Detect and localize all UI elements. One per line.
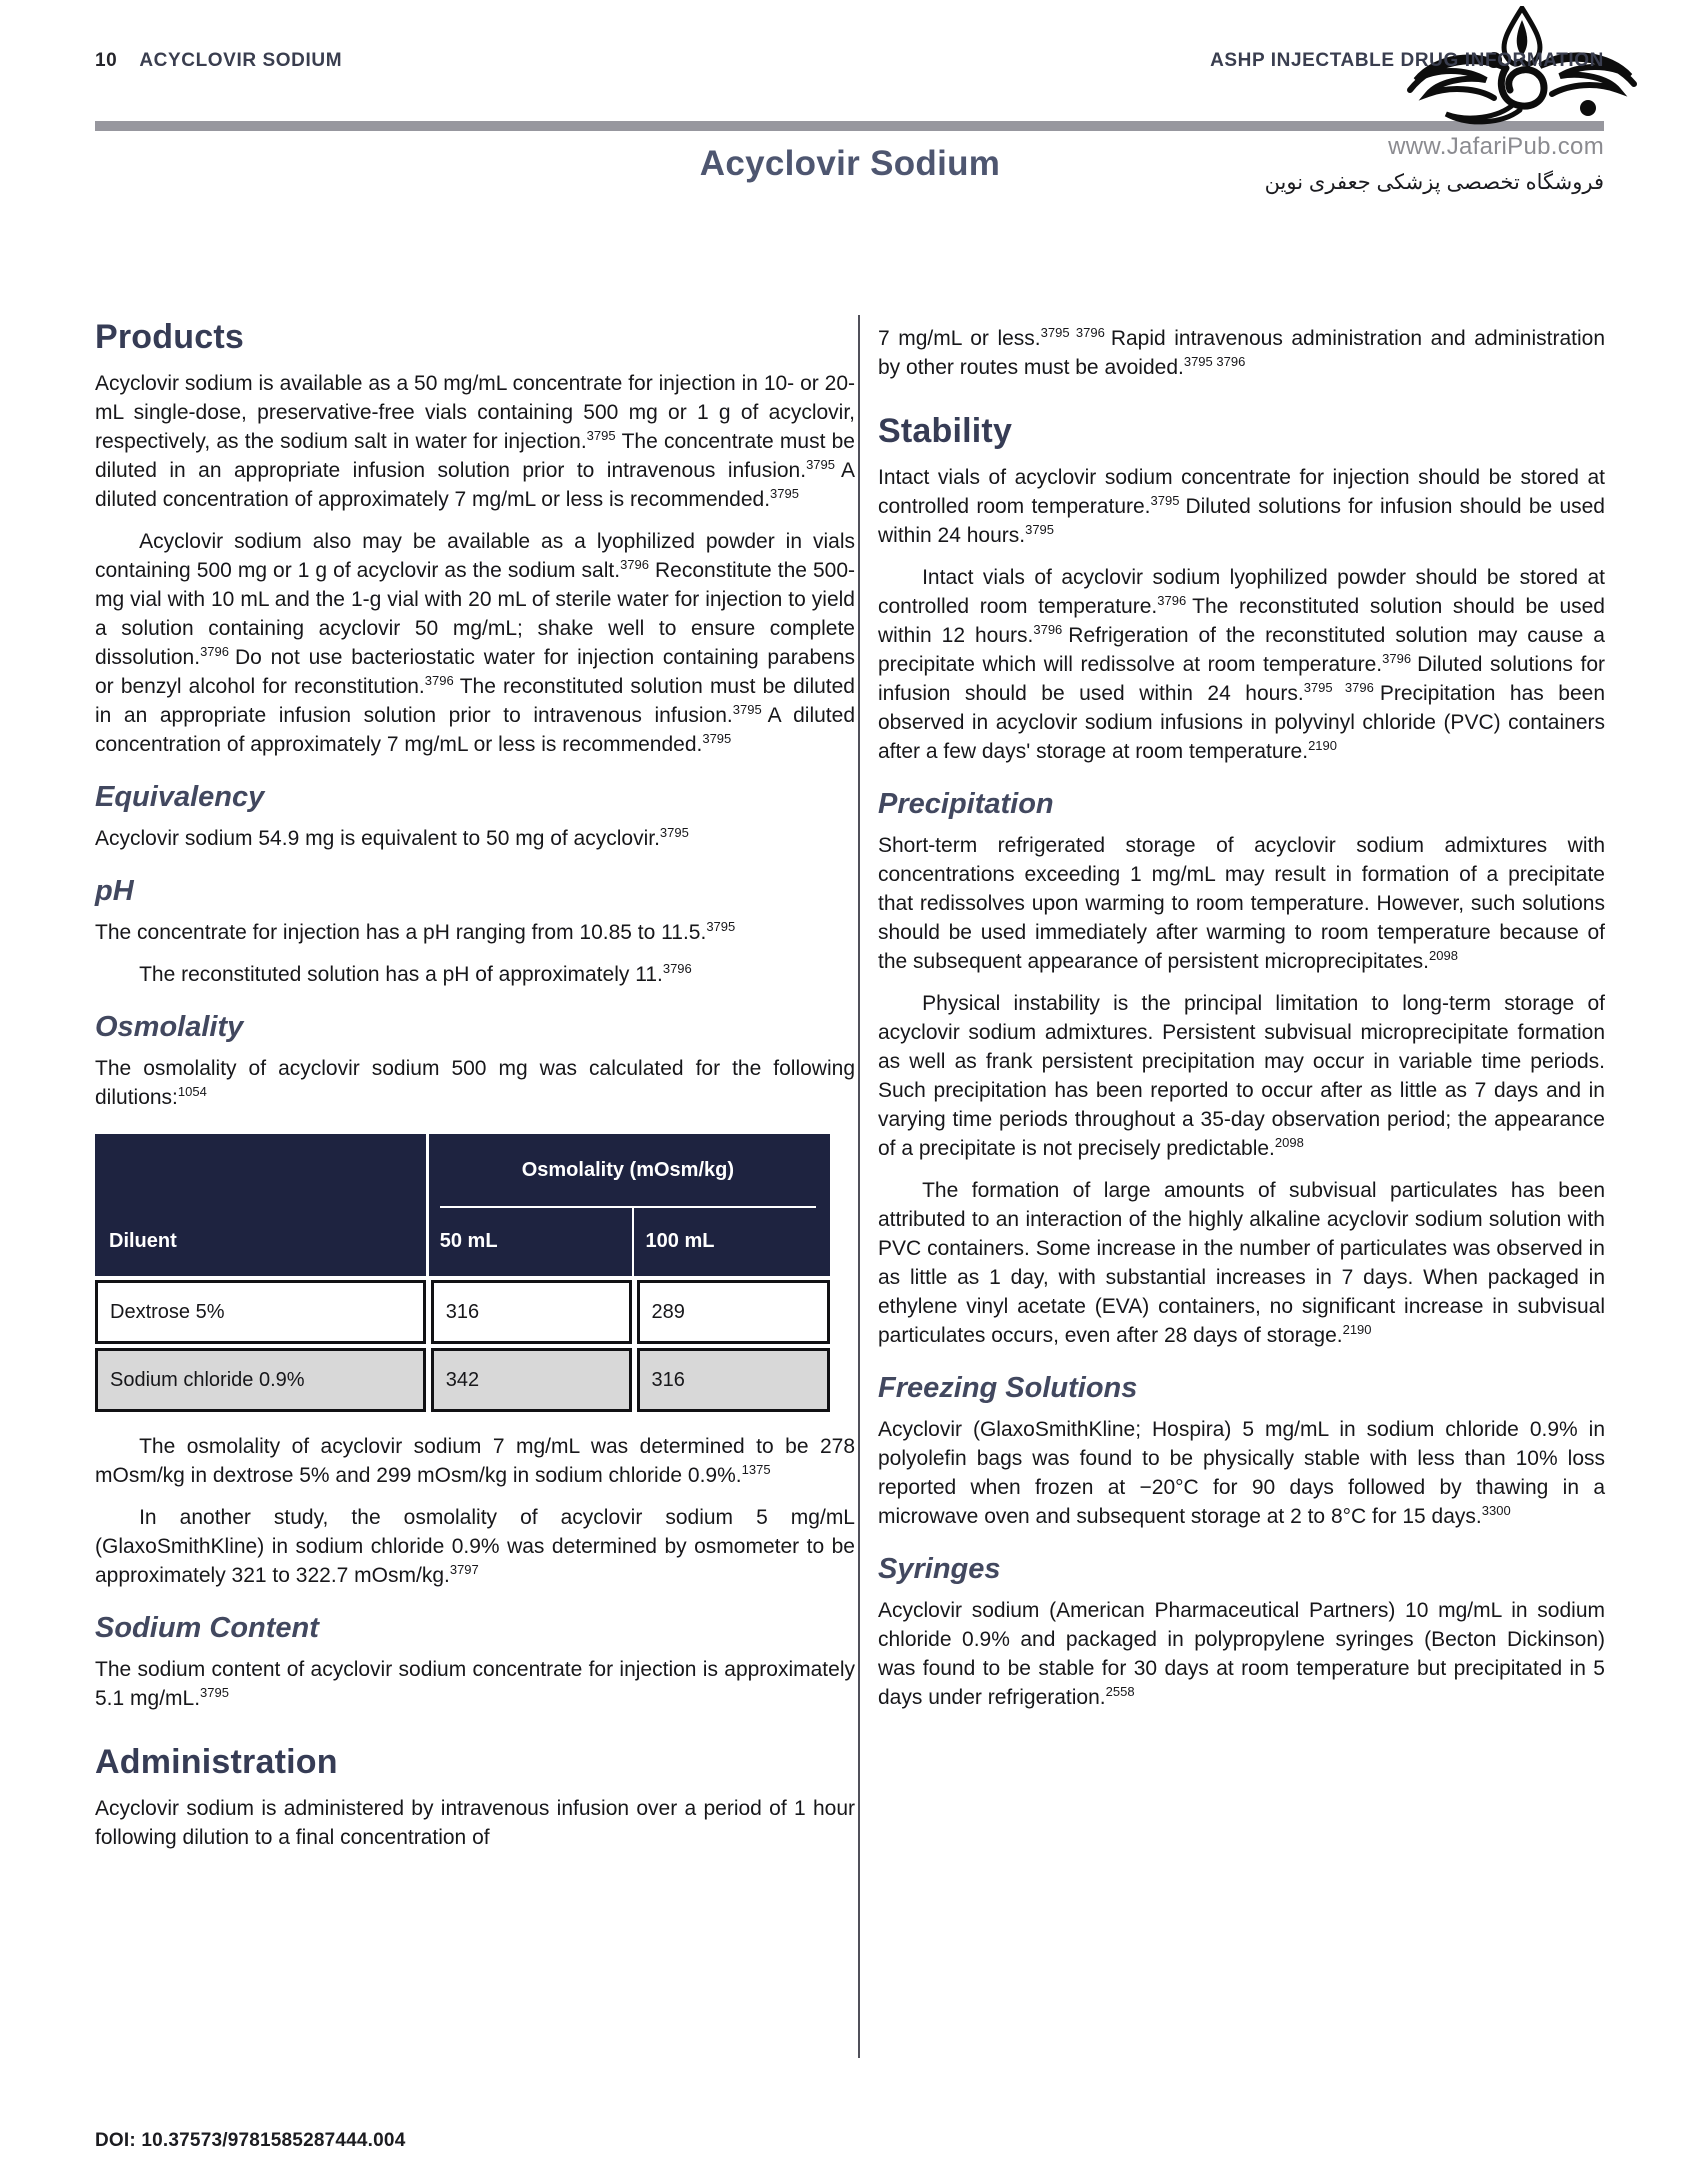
paragraph: The osmolality of acyclovir sodium 500 mg was calculated for the following dilutions:$^{1054}$ — [95, 1057, 855, 1109]
reference-superscript: 3795 3796 — [1183, 354, 1246, 369]
reference-superscript: 2190 — [1342, 1322, 1372, 1337]
page-number: 10 — [95, 50, 118, 71]
reference-superscript: 3795 — [806, 457, 835, 472]
page-title: Acyclovir Sodium — [699, 144, 1001, 183]
table-header-cell: Diluent — [109, 1229, 177, 1252]
paragraph: The osmolality of acyclovir sodium 7 mg/mL was determined to be 278 mOsm/kg in dextrose 5% and 299 mOsm/kg in sodium chloride 0.9%.$^{1375}$ — [95, 1435, 855, 1487]
reference-superscript: 3795 — [706, 919, 736, 934]
reference-superscript: 3796 — [1033, 622, 1063, 637]
section-heading: Stability — [878, 412, 1013, 450]
table-row — [95, 1280, 830, 1344]
reference-superscript: 3795 — [732, 702, 762, 717]
table-cell: 316 — [637, 1348, 830, 1412]
subsection-heading: Osmolality — [95, 1011, 244, 1043]
table-header-blank-cell — [95, 1134, 426, 1206]
reference-superscript: 3795 — [1025, 522, 1055, 537]
table-cell: 342 — [431, 1348, 632, 1412]
subsection-heading: Equivalency — [95, 781, 265, 813]
reference-superscript: 3796 — [424, 673, 454, 688]
paragraph: Short-term refrigerated storage of acyclovir sodium admixtures with concentrations exceeding 1 mg/mL may result in formation of a precipitate that redissolves upon warming to room temperature. However, such solutions should be used immediately after warming to room temperature because of the subsequent appearance of persistent microprecipitates.$^{2098}$ — [878, 834, 1605, 973]
paragraph: Acyclovir sodium (American Pharmaceutical Partners) 10 mg/mL in sodium chloride 0.9% and packaged in polypropylene syringes (Becton Dickinson) was found to be stable for 30 days at room temperature but precipitated in 5 days under refrigeration.$^{2558}$ — [878, 1599, 1605, 1709]
reference-superscript: 1375 — [741, 1462, 771, 1477]
table-group-underline — [440, 1206, 816, 1208]
table-header-separator — [632, 1206, 634, 1276]
paragraph: Acyclovir sodium is administered by intravenous infusion over a period of 1 hour following dilution to a final concentration of — [95, 1797, 855, 1849]
table-header-separator — [426, 1134, 429, 1276]
paragraph: 7 mg/mL or less.$^{3795 3796}$ Rapid intravenous administration and administration by other routes must be avoided.$^{3795 3796}$ — [878, 325, 1605, 379]
paragraph: The formation of large amounts of subvisual particulates has been attributed to an interaction of the highly alkaline acyclovir sodium solution with PVC containers. Some increase in the number of particulates was observed in as little as 1 day, with substantial increases in 7 days. When packaged in ethylene vinyl acetate (EVA) containers, no significant increase in subvisual particulates occurs, even after 28 days of storage.$^{2190}$ — [878, 1179, 1605, 1347]
reference-superscript: 1054 — [177, 1084, 207, 1099]
osmolality-table-header — [95, 1134, 830, 1276]
website-url: www.JafariPub.com — [1388, 133, 1604, 160]
reference-superscript: 3796 — [620, 557, 649, 572]
column-left — [95, 318, 855, 1852]
table-cell: 289 — [637, 1280, 830, 1344]
paragraph: Acyclovir sodium is available as a 50 mg/mL concentrate for injection in 10- or 20-mL single-dose, preservative-free vials containing 500 mg or 1 g of acyclovir, respectively, as the sodium salt in water for injection.$^{3795}$ The concentrate must be diluted in an appropriate infusion solution prior to intravenous infusion.$^{3795}$ A diluted concentration of approximately 7 mg/mL or less is recommended.$^{3795}$ — [95, 372, 855, 511]
header-book-section: ACYCLOVIR SODIUM — [139, 50, 343, 71]
subsection-heading: Precipitation — [878, 788, 1054, 820]
paragraph: Acyclovir sodium 54.9 mg is equivalent to 50 mg of acyclovir.$^{3795}$ — [95, 825, 689, 850]
reference-superscript: 3796 — [662, 961, 692, 976]
reference-superscript: 3795 — [200, 1685, 229, 1700]
reference-superscript: 3795 — [770, 486, 799, 501]
reference-superscript: 3795 — [659, 825, 689, 840]
section-heading: Administration — [95, 1743, 338, 1781]
paragraph: The reconstituted solution has a pH of approximately 11.$^{3796}$ — [139, 961, 692, 986]
column-right — [878, 318, 1605, 1712]
table-header-cell: 50 mL — [439, 1229, 498, 1252]
reference-superscript: 3795 — [1150, 493, 1180, 508]
reference-superscript: 2098 — [1429, 948, 1458, 963]
paragraph: Acyclovir sodium also may be available as a lyophilized powder in vials containing 500 mg or 1 g of acyclovir as the sodium salt.$^{3796}$ Reconstitute the 500-mg vial with 10 mL and the 1-g vial with 20 mL of sterile water for injection to yield a solution containing acyclovir 50 mg/mL; shake well to ensure complete dissolution.$^{3796}$ Do not use bacteriostatic water for injection containing parabens or benzyl alcohol for reconstitution.$^{3796}$ The reconstituted solution must be diluted in an appropriate infusion solution prior to intravenous infusion.$^{3795}$ A diluted concentration of approximately 7 mg/mL or less is recommended.$^{3795}$ — [95, 530, 855, 756]
reference-superscript: 2558 — [1105, 1684, 1135, 1699]
footer-doi: DOI: 10.37573/9781585287444.004 — [95, 2130, 406, 2151]
header-left — [95, 50, 342, 72]
table-row — [95, 1348, 830, 1412]
paragraph: The concentrate for injection has a pH ranging from 10.85 to 11.5.$^{3795}$ — [95, 919, 736, 944]
paragraph: Intact vials of acyclovir sodium concentrate for injection should be stored at controlled room temperature.$^{3795}$ Diluted solutions for infusion should be used within 24 hours.$^{3795}$ — [878, 466, 1605, 547]
table-cell: 316 — [431, 1280, 632, 1344]
subsection-heading: Sodium Content — [95, 1612, 319, 1644]
section-heading: Products — [95, 318, 244, 356]
reference-superscript: 3797 — [449, 1562, 479, 1577]
header-book-title: ASHP INJECTABLE DRUG INFORMATION — [1210, 50, 1604, 71]
column-divider — [858, 315, 860, 2058]
reference-superscript: 3796 — [1382, 651, 1412, 666]
subsection-heading: Freezing Solutions — [878, 1372, 1138, 1404]
paragraph: Intact vials of acyclovir sodium lyophilized powder should be stored at controlled room temperature.$^{3796}$ The reconstituted solution should be used within 12 hours.$^{3796}$ Refrigeration of the reconstituted solution may cause a precipitate which will redissolve at room temperature.$^{3796}$ Diluted solutions for infusion should be used within 24 hours.$^{3795 3796}$ Precipitation has been observed in acyclovir sodium infusions in polyvinyl chloride (PVC) containers after a few days' storage at room temperature.$^{2190}$ — [878, 566, 1605, 763]
reference-superscript: 3796 — [1157, 593, 1187, 608]
reference-superscript: 3300 — [1481, 1503, 1511, 1518]
subsection-heading: pH — [95, 875, 134, 907]
paragraph: In another study, the osmolality of acyclovir sodium 5 mg/mL (GlaxoSmithKline) in sodium chloride 0.9% was determined by osmometer to be approximately 321 to 322.7 mOsm/kg.$^{3797}$ — [95, 1506, 855, 1587]
paragraph: Physical instability is the principal limitation to long-term storage of acyclovir sodium admixtures. Persistent subvisual microprecipitate formation as well as frank persistent precipitation may occur in variable time periods. Such precipitation has been reported to occur after as little as 7 days and in varying time periods throughout a 35-day observation period; the appearance of a precipitate is not precisely predictable.$^{2098}$ — [878, 992, 1605, 1160]
table-cell: Dextrose 5% — [95, 1280, 426, 1344]
persian-tagline: فروشگاه تخصصی پزشکی جعفری نوین — [1264, 171, 1604, 194]
reference-superscript: 2098 — [1274, 1135, 1304, 1150]
reference-superscript: 3795 — [702, 731, 732, 746]
osmolality-table — [95, 1134, 830, 1412]
table-header-cell: 100 mL — [645, 1229, 715, 1252]
reference-superscript: 3795 3796 — [1040, 325, 1105, 340]
paragraph: The sodium content of acyclovir sodium concentrate for injection is approximately 5.1 mg/mL.$^{3795}$ — [95, 1658, 855, 1710]
table-cell: Sodium chloride 0.9% — [95, 1348, 426, 1412]
reference-superscript: 2190 — [1308, 738, 1337, 753]
reference-superscript: 3795 3796 — [1303, 680, 1374, 695]
reference-superscript: 3795 — [586, 428, 616, 443]
subsection-heading: Syringes — [878, 1553, 1001, 1585]
header-rule — [95, 121, 1604, 131]
paragraph: Acyclovir (GlaxoSmithKline; Hospira) 5 mg/mL in sodium chloride 0.9% in polyolefin bags was found to be physically stable with less than 10% loss reported when frozen at −20°C for 90 days followed by thawing in a microwave oven and subsequent storage at 2 to 8°C for 15 days.$^{3300}$ — [878, 1418, 1605, 1528]
table-group-header: Osmolality (mOsm/kg) — [521, 1158, 734, 1181]
reference-superscript: 3796 — [200, 644, 229, 659]
